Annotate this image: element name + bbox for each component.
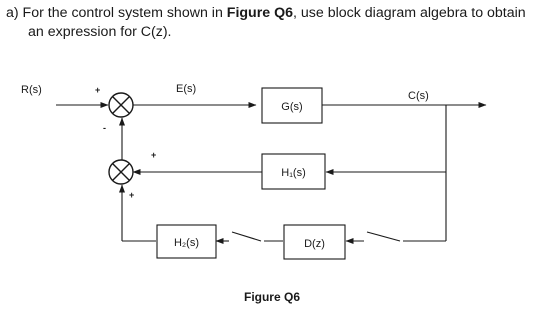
sign-sum2-h2: + <box>129 190 135 200</box>
sampler-switch-right <box>367 232 400 241</box>
error-label: E(s) <box>176 83 197 95</box>
input-label: R(s) <box>21 84 42 96</box>
question-prefix: a) For the control system shown in <box>6 5 227 21</box>
block-g-label: G(s) <box>281 101 303 113</box>
question-suffix: , use block diagram algebra to obtain <box>293 5 526 21</box>
block-d-label: D(z) <box>304 238 325 250</box>
output-label: C(s) <box>408 90 429 102</box>
sign-sum1-input: + <box>95 85 101 95</box>
sampler-switch-left <box>232 232 261 241</box>
sign-sum2-h1: + <box>151 150 157 160</box>
question-line-2: an expression for C(z). <box>28 24 172 40</box>
summing-junction-1 <box>109 93 133 117</box>
block-h2-label: H₂(s) <box>173 237 200 249</box>
block-h1-label: H₁(s) <box>281 167 306 179</box>
sign-sum1-feedback: - <box>103 123 106 133</box>
figure-caption: Figure Q6 <box>243 290 301 304</box>
figure-reference: Figure Q6 <box>226 5 294 21</box>
summing-junction-2 <box>109 160 133 184</box>
